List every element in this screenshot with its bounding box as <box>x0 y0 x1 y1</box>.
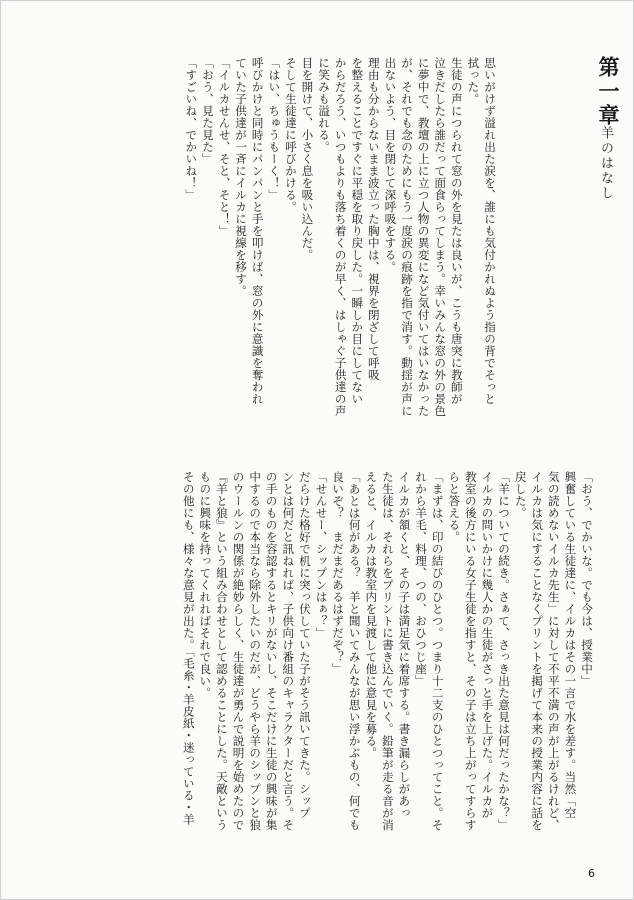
chapter-title: 第一章 <box>596 56 621 128</box>
text-column: 良いぞ？ まだまだあるはずだぞ？」 <box>331 471 346 675</box>
text-column: 興奮している生徒達に、イルカはその一言で水を差す。当然「空 <box>563 471 578 819</box>
text-column: イルカが頷くと、その子は満足気に着席する。書き漏らしがあっ <box>397 471 412 819</box>
text-column: だらけた格好で机に突っ伏していた子がそう訊いてきた。シップ <box>297 471 312 819</box>
text-column: 『羊と狼』という組み合わせとして認めることにした。天敵という <box>214 471 229 831</box>
page-number: 6 <box>588 867 595 880</box>
text-column: れから羊毛、料理、つの、おひつじ座」 <box>414 471 429 687</box>
text-column: 思いがけず溢れ出た涙を、誰にも気付かれぬよう指の背でそっと <box>483 57 497 405</box>
text-column: らと答える。 <box>447 471 462 543</box>
chapter-subtitle: 羊のはなし <box>598 126 613 201</box>
text-column: ていた子供達が一斉にイルカに視線を移す。 <box>234 57 249 297</box>
top-text-block <box>0 57 623 442</box>
text-column: 「せんせー、シップンはぁ？」 <box>314 471 329 639</box>
text-column: 教室の後方にいる女子生徒を指すと、その子は立ち上がってすらす <box>463 471 478 831</box>
text-column: 「まずは、印の結びのひとつ。つまり十二支のひとつってこと。そ <box>430 471 445 831</box>
text-column: 「羊についての続き。さぁて、さっき出た意見は何だったかな？」 <box>497 471 512 831</box>
text-column: からだろう、いつもよりも落ち着くのが早く、はしゃぐ子供達の声 <box>333 57 348 417</box>
text-column: た生徒は、それらをプリントに書き込んでいく。鉛筆が走る音が消 <box>380 471 395 831</box>
text-column: に夢中で、教壇の上に立つ人物の異変になど気付いてはいなかった <box>416 57 431 417</box>
text-column: その他にも、様々な意見が出た。「毛糸・羊皮紙・迷っている・羊 <box>181 471 196 826</box>
text-column: ものに興味を持ってくれればそれで良い。 <box>198 471 213 699</box>
text-column: 呼びかけと同時にパンパンと手を叩けば、窓の外に意識を奪われ <box>250 57 265 405</box>
text-column: 生徒の声につられて窓の外を見たは良いが、こうも唐突に教師が <box>449 57 464 405</box>
text-column: のウールンの関係が絶妙らしく、生徒達が勇んで説明を始めたので <box>231 471 246 831</box>
text-column: 泣きだしたら誰だって面食らってしまう。幸いみんな窓の外の景色 <box>433 57 448 417</box>
text-column: 出ないよう、目を閉じて深呼吸をする。 <box>383 57 398 273</box>
text-column: イルカの問いかけに幾人かの生徒がさっと手を上げた。イルカが <box>480 471 495 819</box>
text-column: 「イルカせんせ、そと、そと！」 <box>217 57 232 237</box>
text-column: ンとは何だと訊ねれば、子供向け番組のキャラクターだと言う。そ <box>281 471 296 831</box>
text-column: を整えることですぐに平穏を取り戻した。一瞬しか目にしてない <box>350 57 365 405</box>
bottom-text-block <box>35 471 595 861</box>
text-column: 「おう、見た見た」 <box>200 57 215 165</box>
text-column: が、それでも念のためにもう一度涙の痕跡を指で消す。動揺が声に <box>400 57 415 417</box>
text-column: 拭った。 <box>466 57 481 105</box>
text-column: 気の読めないイルカ先生」に対して不平不満の声が上がるけれど、 <box>546 471 561 831</box>
text-column: に笑みも溢れる。 <box>317 57 332 153</box>
text-column: 目を開けて、小さく息を吸い込んだ。 <box>300 57 315 261</box>
text-column: えると、イルカは教室内を見渡して他に意見を募る。 <box>364 471 379 759</box>
text-column: そして生徒達に呼びかける。 <box>283 57 298 213</box>
text-column: の手のものを容認するとキリがないし、そこだけに生徒の興味が集 <box>264 471 279 831</box>
text-column: 戻した。 <box>513 471 528 519</box>
text-column: 「すごいね、でかいね！」 <box>184 57 199 201</box>
text-column: 「おう、でかいな。でも今は、授業中」 <box>580 471 594 687</box>
text-column: 「あとは何がある？ 羊と聞いてみんなが思い浮かぶもの、何でも <box>347 471 362 831</box>
text-column: 「はい、ちゅうもーく！」 <box>267 57 282 201</box>
text-column: イルカは気にすることなくプリントを掲げて本来の授業内容に話を <box>530 471 545 831</box>
text-column: 理由も分からないまま波立った胸中は、視界を閉ざして呼吸 <box>366 57 381 381</box>
text-column: 中するので本当なら除外したいのだが、どうやら羊のシップンと狼 <box>248 471 263 831</box>
